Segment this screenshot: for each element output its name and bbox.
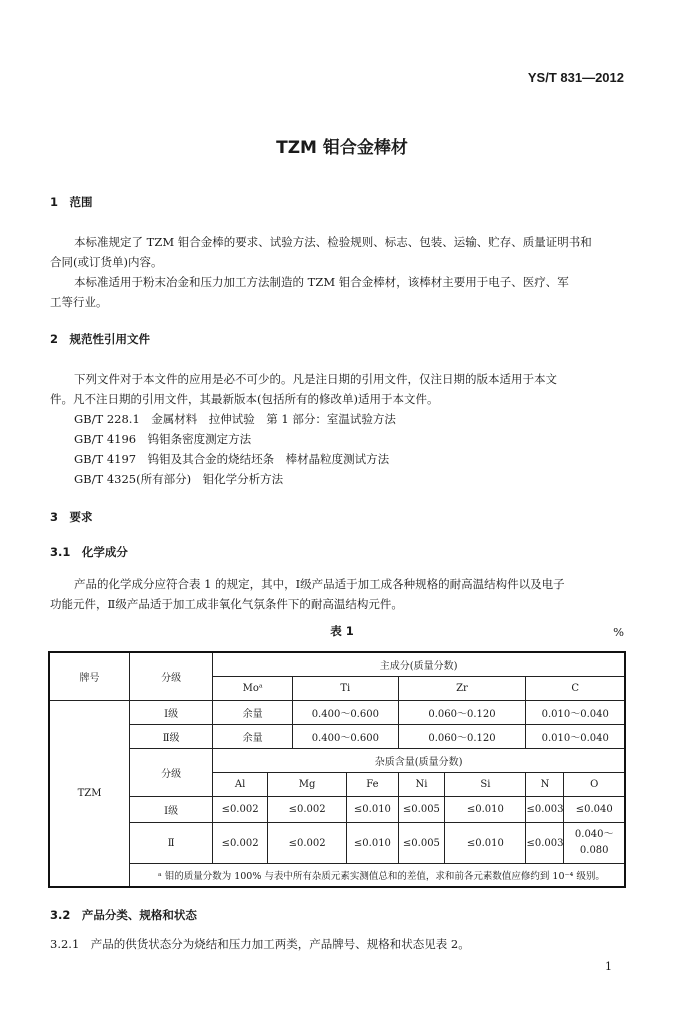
- text-line: 产品的化学成分应符合表 1 的规定，其中，Ⅰ级产品适于加工成各种规格的耐高温结构件以及电子: [74, 577, 565, 591]
- value-cell: 0.400～0.600: [293, 725, 398, 749]
- grade-cell: Ⅱ级: [130, 725, 213, 749]
- section-1-paragraph-1: [50, 232, 640, 272]
- value-cell: 0.060～0.120: [398, 725, 526, 749]
- section-3-1-heading: 3.1 化学成分: [50, 545, 128, 559]
- section-3-1-paragraph: [50, 574, 640, 614]
- text-line: 工等行业。: [50, 295, 108, 309]
- value-cell: ≤0.010: [445, 797, 526, 823]
- value-cell: ≤0.002: [213, 823, 268, 864]
- value-cell: 余量: [213, 725, 293, 749]
- header-ti: Ti: [293, 677, 398, 701]
- header-al: Al: [213, 773, 268, 797]
- header-grade: 分级: [130, 652, 213, 701]
- text-line: 件。凡不注日期的引用文件，其最新版本(包括所有的修改单)适用于本文件。: [50, 392, 439, 406]
- grade-cell: Ⅰ级: [130, 797, 213, 823]
- value-cell: ≤0.040: [564, 797, 625, 823]
- header-grade: 分级: [130, 749, 213, 797]
- composition-table: [48, 651, 626, 888]
- value-line: 0.080: [579, 845, 609, 856]
- header-zr: Zr: [398, 677, 526, 701]
- header-ni: Ni: [398, 773, 445, 797]
- value-cell: ≤0.002: [267, 823, 346, 864]
- value-cell: 0.400～0.600: [293, 701, 398, 725]
- table-row: [49, 823, 625, 864]
- value-cell: [564, 823, 625, 864]
- header-brand: 牌号: [49, 652, 130, 701]
- brand-cell: TZM: [49, 701, 130, 888]
- section-3-2-heading: 3.2 产品分类、规格和状态: [50, 908, 197, 922]
- value-cell: ≤0.003: [526, 823, 564, 864]
- value-cell: 0.060～0.120: [398, 701, 526, 725]
- reference-item: GB/T 4325(所有部分) 钼化学分析方法: [74, 472, 284, 486]
- value-cell: ≤0.002: [213, 797, 268, 823]
- reference-item: GB/T 4197 钨钼及其合金的烧结坯条 棒材晶粒度测试方法: [74, 452, 390, 466]
- header-mg: Mg: [267, 773, 346, 797]
- text-line: 合同(或订货单)内容。: [50, 255, 163, 269]
- reference-item: GB/T 228.1 金属材料 拉伸试验 第 1 部分：室温试验方法: [74, 412, 396, 426]
- table-unit: %: [613, 625, 624, 639]
- header-fe: Fe: [347, 773, 398, 797]
- reference-item: GB/T 4196 钨钼条密度测定方法: [74, 432, 252, 446]
- value-cell: ≤0.003: [526, 797, 564, 823]
- grade-cell: Ⅰ级: [130, 701, 213, 725]
- section-3-heading: 3 要求: [50, 510, 93, 524]
- document-code: YS/T 831—2012: [527, 70, 624, 85]
- text-line: 下列文件对于本文件的应用是必不可少的。凡是注日期的引用文件，仅注日期的版本适用于本文: [74, 372, 557, 386]
- value-cell: ≤0.010: [445, 823, 526, 864]
- header-si: Si: [445, 773, 526, 797]
- header-main-composition: 主成分(质量分数): [213, 652, 625, 677]
- table-row: [49, 701, 625, 725]
- page-number: 1: [605, 960, 612, 973]
- header-n: N: [526, 773, 564, 797]
- header-o: O: [564, 773, 625, 797]
- section-2-paragraph: [50, 369, 640, 409]
- section-2-heading: 2 规范性引用文件: [50, 332, 151, 346]
- table-row: [49, 797, 625, 823]
- header-c: C: [526, 677, 625, 701]
- table-caption: 表 1: [330, 624, 354, 638]
- text-line: 功能元件，Ⅱ级产品适于加工成非氧化气氛条件下的耐高温结构元件。: [50, 597, 403, 611]
- table-footnote: ᵃ 钼的质量分数为 100% 与表中所有杂质元素实测值总和的差值，求和前各元素数值应修约到 10⁻⁴ 级别。: [130, 864, 625, 888]
- value-line: 0.040～: [574, 829, 614, 840]
- section-1-paragraph-2: [50, 272, 640, 312]
- table-row: [49, 725, 625, 749]
- value-cell: 0.010～0.040: [526, 701, 625, 725]
- value-cell: 0.010～0.040: [526, 725, 625, 749]
- section-3-2-1-paragraph: 3.2.1 产品的供货状态分为烧结和压力加工两类，产品牌号、规格和状态见表 2。: [50, 937, 470, 951]
- value-cell: ≤0.010: [347, 797, 398, 823]
- value-cell: ≤0.005: [398, 823, 445, 864]
- document-title: TZM 钼合金棒材: [276, 138, 408, 158]
- text-line: 本标准适用于粉末冶金和压力加工方法制造的 TZM 钼合金棒材，该棒材主要用于电子、医疗、军: [74, 275, 569, 289]
- value-cell: ≤0.005: [398, 797, 445, 823]
- value-cell: 余量: [213, 701, 293, 725]
- value-cell: ≤0.002: [267, 797, 346, 823]
- value-cell: ≤0.010: [347, 823, 398, 864]
- text-line: 本标准规定了 TZM 钼合金棒的要求、试验方法、检验规则、标志、包装、运输、贮存、质量证明书和: [74, 235, 592, 249]
- grade-cell: Ⅱ: [130, 823, 213, 864]
- header-impurity: 杂质含量(质量分数): [213, 749, 625, 773]
- section-1-heading: 1 范围: [50, 195, 93, 209]
- header-mo: Moᵃ: [213, 677, 293, 701]
